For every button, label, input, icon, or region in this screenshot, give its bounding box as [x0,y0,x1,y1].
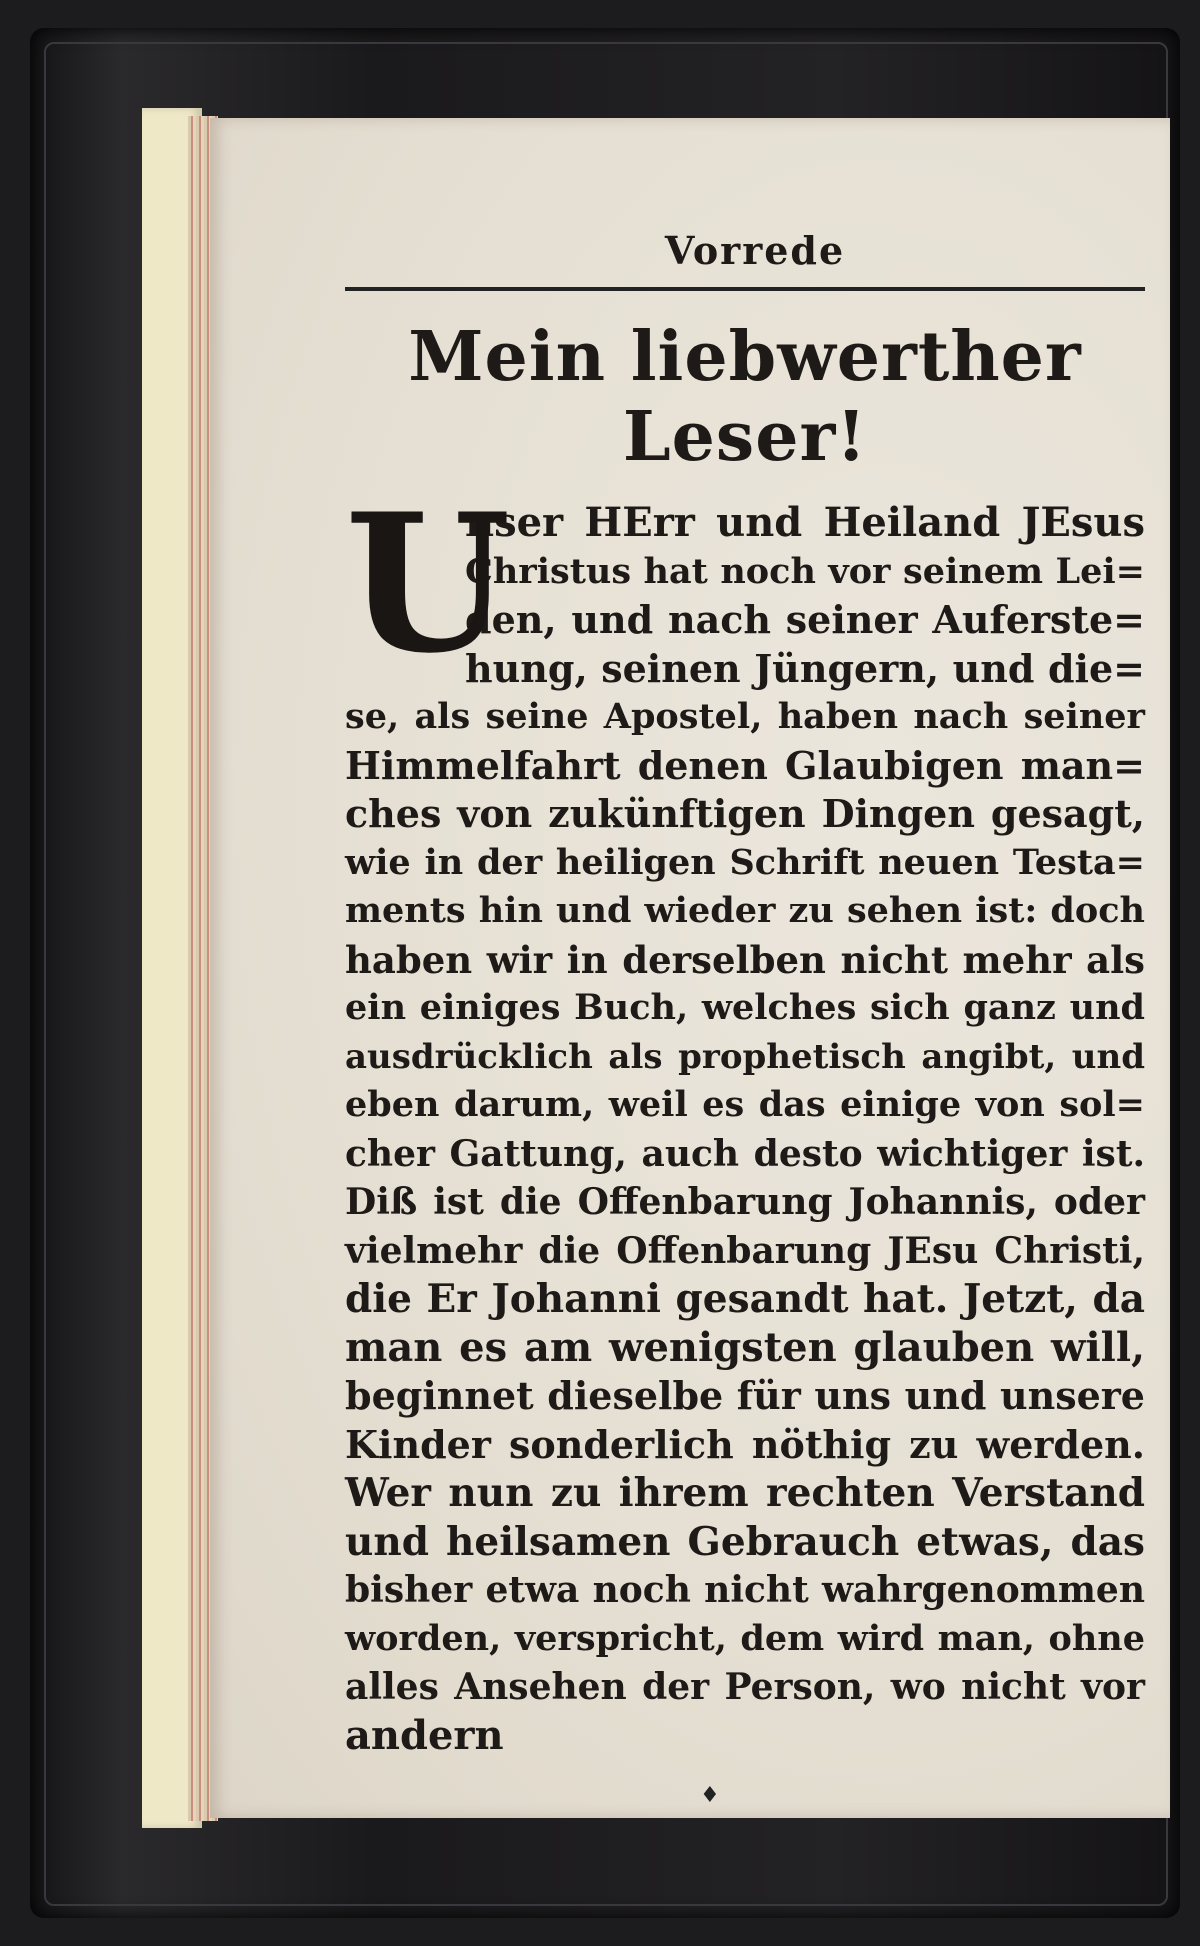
text-line: cher Gattung, auch desto wichtiger ist. [345,1132,1145,1175]
page-ornament: ♦ [700,1783,720,1808]
text-line: bisher etwa noch nicht wahrgenommen [345,1569,1145,1611]
text-line: Christus hat noch vor seinem Lei= [465,550,1145,592]
book-page [210,118,1170,1818]
text-line: die Er Johanni gesandt hat. Jetzt, da [345,1276,1145,1322]
text-line: haben wir in derselben nicht mehr als [345,937,1145,982]
text-line: beginnet dieselbe für uns und unsere [345,1373,1145,1418]
text-line: den, und nach seiner Auferste= [465,597,1145,642]
text-line: eben darum, weil es das einige von sol= [345,1084,1145,1125]
text-line: Diß ist die Offenbarung Johannis, oder [345,1181,1145,1223]
text-line: Wer nun zu ihrem rechten Verstand [345,1470,1145,1516]
body-text-block [345,472,1145,1760]
text-line: nser HErr und Heiland JEsus [465,499,1145,546]
page-content [345,228,1145,1760]
text-line: ches von zukünftigen Dingen gesagt, [345,791,1145,836]
text-line: vielmehr die Offenbarung JEsu Christi, [345,1229,1145,1272]
text-line: hung, seinen Jüngern, und die= [465,645,1145,691]
catchword: andern [345,1711,504,1759]
text-line: alles Ansehen der Person, wo nicht vor [345,1666,1145,1708]
text-line: ausdrücklich als prophetisch angibt, und [345,1036,1145,1077]
text-line: ein einiges Buch, welches sich ganz und [345,987,1145,1028]
text-line: ments hin und wieder zu sehen ist: doch [345,890,1145,931]
text-line: se, als seine Apostel, haben nach seiner [345,696,1145,737]
header-rule [345,287,1145,291]
text-line: worden, verspricht, dem wird man, ohne [345,1617,1145,1659]
text-line: Himmelfahrt denen Glaubigen man= [345,742,1145,788]
page-heading: Mein liebwerther Leser! [408,317,1082,477]
text-line: wie in der heiligen Schrift neuen Testa= [345,841,1145,883]
drop-cap: U [345,472,511,695]
text-line: und heilsamen Gebrauch etwas, das [345,1518,1145,1565]
text-line: man es am wenigsten glauben will, [345,1323,1145,1371]
running-head: Vorrede [664,228,846,273]
text-line: Kinder sonderlich nöthig zu werden. [345,1421,1145,1467]
